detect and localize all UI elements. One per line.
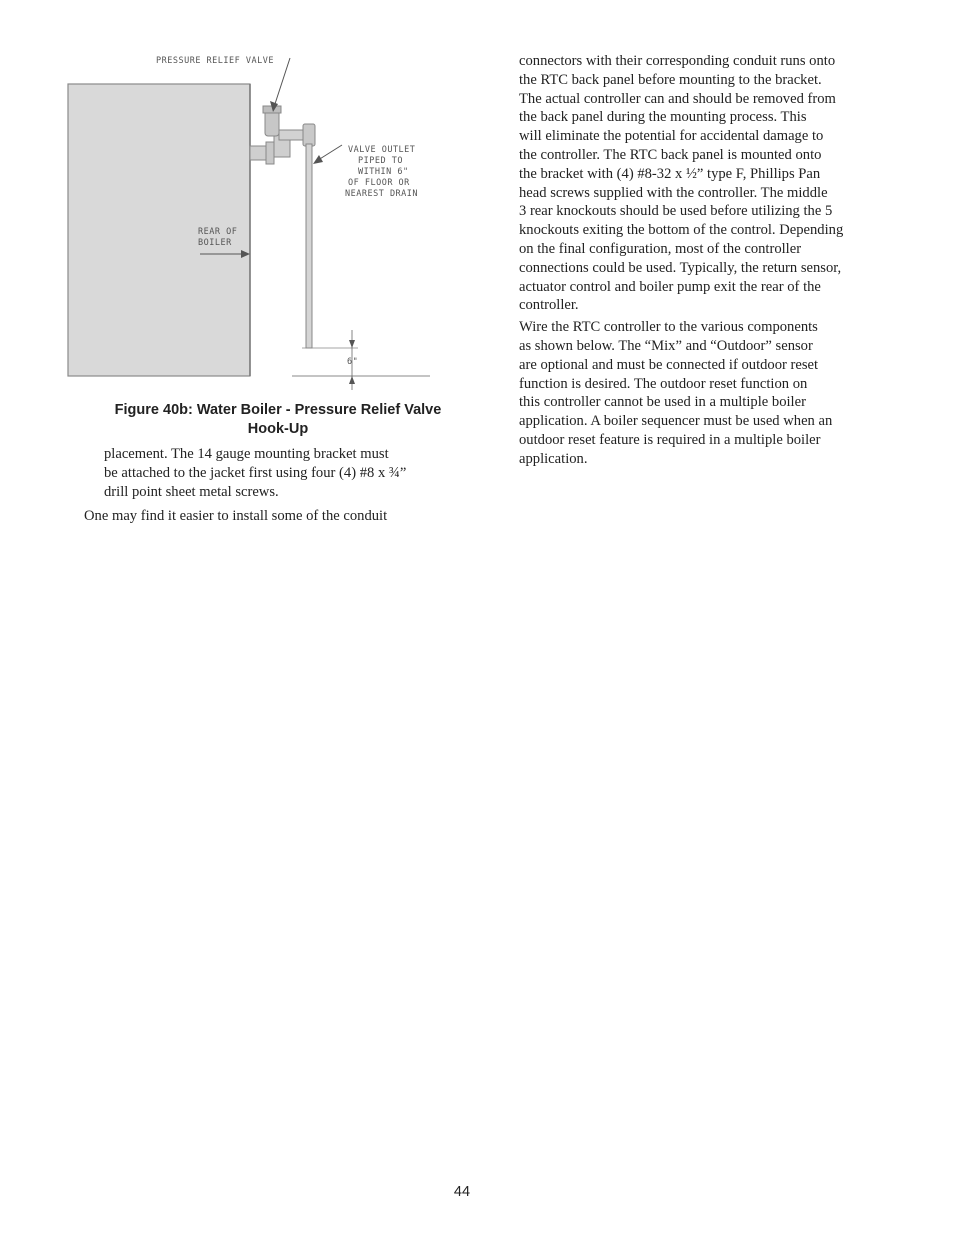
relief-valve-body <box>265 110 279 136</box>
diagram-svg <box>60 38 440 393</box>
right-column <box>519 52 879 472</box>
text-line: 3 rear knockouts should be used before utilizing the 5 <box>519 203 833 220</box>
figure-caption-line-1: Figure 40b: Water Boiler - Pressure Relief Valve <box>114 402 442 418</box>
figure-caption <box>62 401 494 439</box>
text-line: application. A boiler sequencer must be used when an <box>519 413 833 430</box>
text-line: drill point sheet metal screws. <box>104 483 279 500</box>
text-line: head screws supplied with the controller. The middle <box>519 184 828 201</box>
text-line: be attached to the jacket first using four (4) #8 x ¾” <box>104 464 407 481</box>
text-line: will eliminate the potential for accidental damage to <box>519 128 824 145</box>
valve-outlet-label-line-2: PIPED TO <box>358 156 403 166</box>
figure-caption-line-2: Hook-Up <box>247 421 309 437</box>
pressure-relief-valve-diagram <box>60 38 440 393</box>
text-line: as shown below. The “Mix” and “Outdoor” sensor <box>519 337 813 354</box>
valve-outlet-label-line-5: NEAREST DRAIN <box>345 189 419 199</box>
rear-of-boiler-label-line-1: REAR OF <box>198 227 238 237</box>
text-line: One may find it easier to install some of the conduit <box>84 508 388 524</box>
text-line: the controller. The RTC back panel is mounted onto <box>519 146 822 163</box>
text-line: application. <box>519 450 588 467</box>
text-line: the RTC back panel before mounting to the bracket. <box>519 71 822 88</box>
text-line: placement. The 14 gauge mounting bracket must <box>104 446 389 462</box>
text-line: on the final configuration, most of the controller <box>519 240 802 257</box>
text-line: outdoor reset feature is required in a multiple boiler <box>519 431 821 448</box>
text-line: function is desired. The outdoor reset function on <box>519 375 808 392</box>
text-line: controller. <box>519 297 579 314</box>
valve-outlet-label-line-4: OF FLOOR OR <box>348 178 410 188</box>
valve-outlet-label-line-1: VALVE OUTLET <box>348 145 416 155</box>
text-line: the bracket with (4) #8-32 x ½” type F, Phillips Pan <box>519 165 821 182</box>
text-line: are optional and must be connected if outdoor reset <box>519 356 819 373</box>
text-line: connectors with their corresponding conduit runs onto <box>519 53 836 69</box>
page-number: 44 <box>453 1184 471 1200</box>
text-line: connections could be used. Typically, the return sensor, <box>519 259 842 276</box>
right-paragraph-1 <box>519 52 879 315</box>
text-line: this controller cannot be used in a multiple boiler <box>519 394 806 411</box>
rear-of-boiler-label-line-2: BOILER <box>198 238 232 248</box>
text-line: The actual controller can and should be removed from <box>519 90 836 107</box>
left-paragraph-1 <box>104 445 444 501</box>
valve-leader-line <box>273 58 290 110</box>
text-line: knockouts exiting the bottom of the control. Depending <box>519 222 844 239</box>
pressure-relief-valve-label: PRESSURE RELIEF VALVE <box>156 56 274 66</box>
text-line: actuator control and boiler pump exit the rear of the <box>519 278 821 295</box>
text-line: Wire the RTC controller to the various components <box>519 319 818 336</box>
left-paragraph-2 <box>84 507 444 526</box>
boiler-outlet-fitting <box>250 146 266 160</box>
dimension-label: 6" <box>347 357 359 367</box>
valve-outlet-label-line-3: WITHIN 6" <box>358 167 409 177</box>
discharge-pipe <box>306 144 312 348</box>
text-line: the back panel during the mounting process. This <box>519 109 807 126</box>
right-paragraph-2 <box>519 318 879 468</box>
